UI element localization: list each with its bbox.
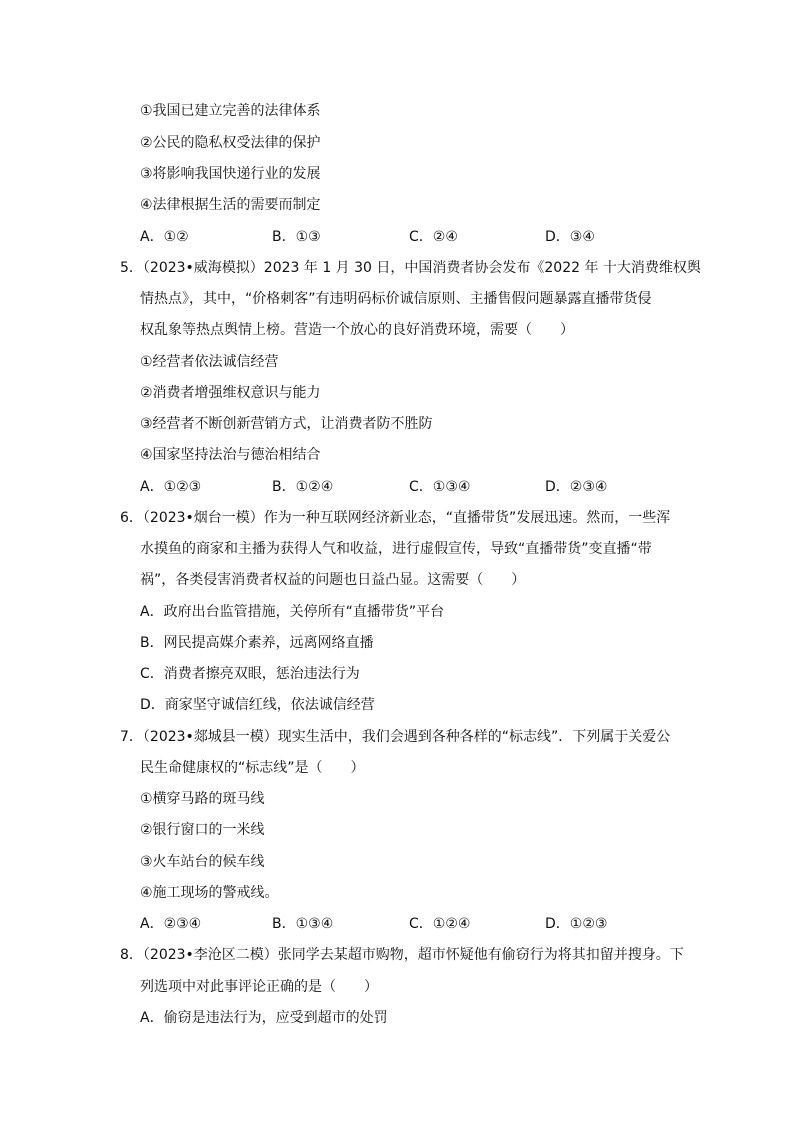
q5-stem-line-1: 5．（2023•威海模拟）2023 年 1 月 30 日，中国消费者协会发布《2022 年 十大消费维权舆 xyxy=(120,260,701,276)
q8-stem-line-1: 8．（2023•李沧区二模）张同学去某超市购物，超市怀疑他有偷窃行为将其扣留并搜身。下 xyxy=(120,947,684,963)
q5-choice-c: C．①③④ xyxy=(409,479,471,495)
q4-item-1: ①我国已建立完善的法律体系 xyxy=(140,103,321,119)
q5-choice-b: B．①②④ xyxy=(272,479,334,495)
q7-item-1: ①横穿马路的斑马线 xyxy=(140,791,265,807)
q4-item-2: ②公民的隐私权受法律的保护 xyxy=(140,135,321,151)
q6-option-d: D．商家坚守诚信红线，依法诚信经营 xyxy=(140,697,375,713)
q7-choice-b: B．①③④ xyxy=(272,916,334,932)
q5-choice-d: D．②③④ xyxy=(545,479,608,495)
q4-choice-d: D．③④ xyxy=(545,229,595,245)
q7-item-2: ②银行窗口的一米线 xyxy=(140,822,265,838)
q5-item-1: ①经营者依法诚信经营 xyxy=(140,354,279,370)
q4-choice-c: C．②④ xyxy=(409,229,458,245)
q8-option-a: A．偷窃是违法行为，应受到超市的处罚 xyxy=(140,1010,388,1026)
q4-item-3: ③将影响我国快递行业的发展 xyxy=(140,166,321,182)
q5-item-3: ③经营者不断创新营销方式，让消费者防不胜防 xyxy=(140,416,433,432)
q5-choice-a: A．①②③ xyxy=(140,479,202,495)
q6-stem-line-3: 祸”，各类侵害消费者权益的问题也日益凸显。这需要（ ） xyxy=(140,572,526,588)
q5-stem-line-3: 权乱象等热点舆情上榜。营造一个放心的良好消费环境，需要（ ） xyxy=(140,322,574,338)
q4-choice-a: A．①② xyxy=(140,229,189,245)
q4-choice-b: B．①③ xyxy=(272,229,321,245)
q5-item-2: ②消费者增强维权意识与能力 xyxy=(140,385,321,401)
q6-stem-line-1: 6．（2023•烟台一模）作为一种互联网经济新业态，“直播带货”发展迅速。然而，一些浑 xyxy=(120,510,671,526)
q7-item-3: ③火车站台的候车线 xyxy=(140,854,265,870)
q5-stem-line-2: 情热点》，其中，“价格刺客”有违明码标价诚信原则、主播售假问题暴露直播带货侵 xyxy=(140,291,652,307)
q6-stem-line-2: 水摸鱼的商家和主播为获得人气和收益，进行虚假宣传，导致“直播带货”变直播“带 xyxy=(140,541,652,557)
q5-item-4: ④国家坚持法治与德治相结合 xyxy=(140,447,321,463)
q7-stem-line-1: 7．（2023•郯城县一模）现实生活中，我们会遇到各种各样的“标志线”．下列属于关爱公 xyxy=(120,729,671,745)
q6-option-a: A．政府出台监管措施，关停所有“直播带货”平台 xyxy=(140,604,445,620)
q4-item-4: ④法律根据生活的需要而制定 xyxy=(140,197,321,213)
q7-item-4: ④施工现场的警戒线。 xyxy=(140,885,279,901)
q7-choice-a: A．②③④ xyxy=(140,916,202,932)
q6-option-c: C．消费者擦亮双眼，惩治违法行为 xyxy=(140,666,360,682)
q6-option-b: B．网民提高媒介素养，远离网络直播 xyxy=(140,635,374,651)
q7-choice-c: C．①②④ xyxy=(409,916,471,932)
q7-choice-d: D．①②③ xyxy=(545,916,608,932)
q7-stem-line-2: 民生命健康权的“标志线”是（ ） xyxy=(140,760,365,776)
q8-stem-line-2: 列选项中对此事评论正确的是（ ） xyxy=(140,979,378,995)
